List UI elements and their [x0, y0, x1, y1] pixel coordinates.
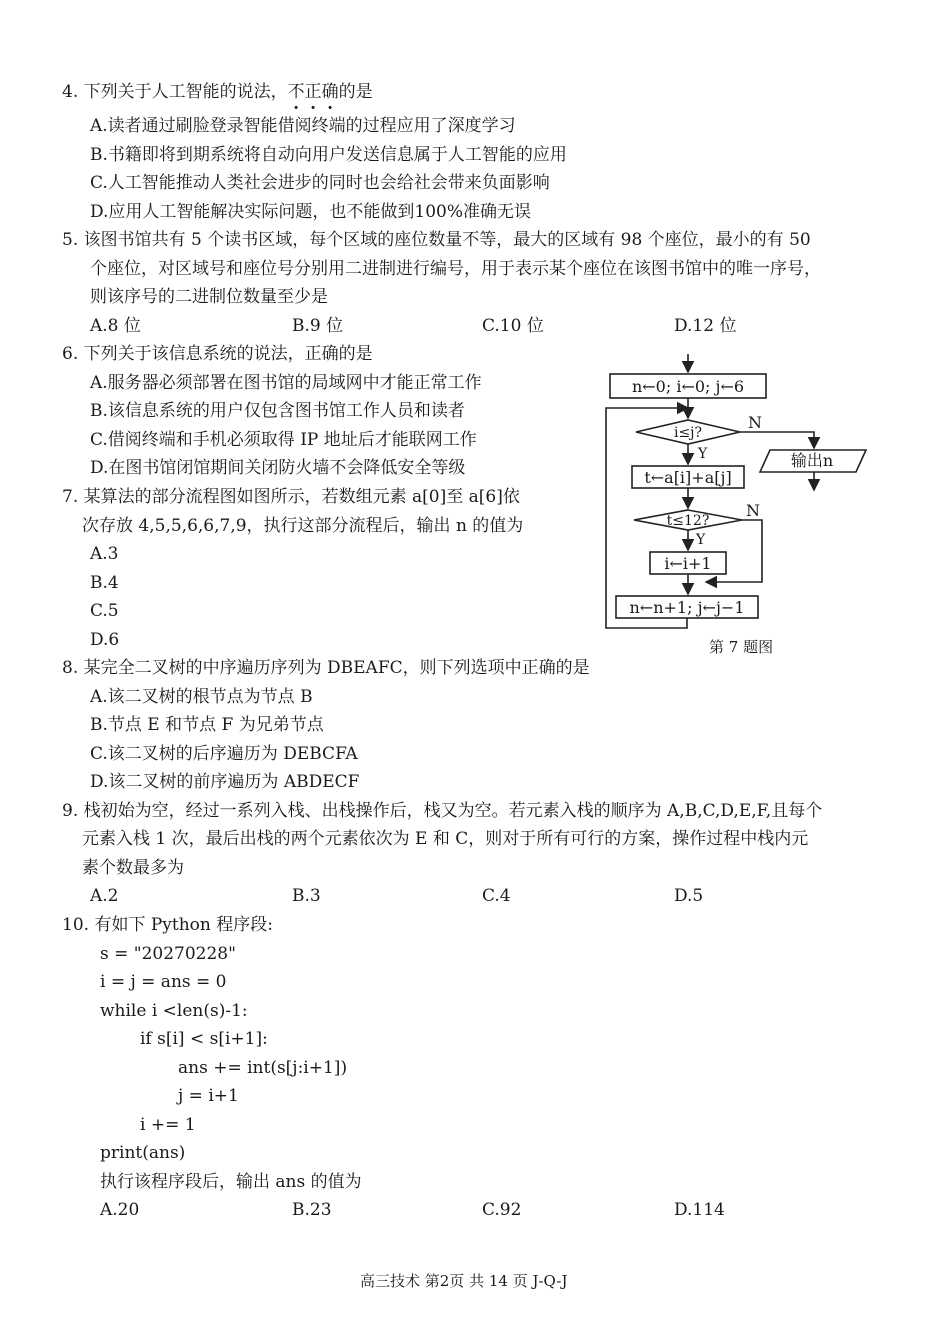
q4-stem-text: 4. 下列关于人工智能的说法， — [62, 82, 288, 102]
q7-line-1: 7. 某算法的部分流程图如图所示，若数组元素 a[0]至 a[6]依 — [62, 487, 520, 507]
q8-option-c: C.该二叉树的后序遍历为 DEBCFA — [90, 744, 358, 764]
q8-option-d: D.该二叉树的前序遍历为 ABDECF — [90, 772, 360, 792]
code-line: s = "20270228" — [100, 944, 236, 964]
no-branch-arrow — [740, 432, 814, 448]
q4-emph-char: 确 — [321, 82, 339, 102]
init-label: n←0; i←0; j←6 — [631, 377, 745, 396]
q6-option-d: D.在图书馆闭馆期间关闭防火墙不会降低安全等级 — [90, 458, 466, 478]
q7-flowchart — [600, 352, 880, 637]
q5-option-b: B.9 位 — [292, 316, 344, 336]
no-branch-arrow — [706, 520, 762, 582]
yes-label: Y — [696, 532, 706, 548]
q8-option-b: B.节点 E 和节点 F 为兄弟节点 — [90, 715, 324, 735]
yes-label: Y — [698, 446, 708, 462]
q10-stem: 10. 有如下 Python 程序段: — [62, 915, 273, 935]
q6-option-c: C.借阅终端和手机必须取得 IP 地址后才能联网工作 — [90, 430, 477, 450]
update-label: n←n+1; j←j−1 — [629, 598, 745, 617]
q7-option-c: C.5 — [90, 601, 119, 621]
page-footer: 高三技术 第2页 共 14 页 J-Q-J — [360, 1272, 568, 1290]
q5-option-a: A.8 位 — [90, 316, 141, 336]
q5-option-d: D.12 位 — [674, 316, 737, 336]
q9-option-c: C.4 — [482, 886, 511, 906]
q8-stem: 8. 某完全二叉树的中序遍历序列为 DBEAFC，则下列选项中正确的是 — [62, 658, 590, 678]
decision-t-le-12-label: t≤12? — [666, 513, 710, 529]
q6-option-b: B.该信息系统的用户仅包含图书馆工作人员和读者 — [90, 401, 465, 421]
q4-stem-end: 的是 — [338, 82, 373, 102]
figure-caption: 第 7 题图 — [709, 638, 774, 656]
q9-line-1: 9. 栈初始为空，经过一系列入栈、出栈操作后，栈又为空。若元素入栈的顺序为 A,B,C,D,E,F,且每个 — [62, 801, 823, 821]
q5-line-2: 个座位，对区域号和座位号分别用二进制进行编号，用于表示某个座位在该图书馆中的唯一序号， — [90, 259, 821, 279]
q5-line-1: 5. 该图书馆共有 5 个读书区域，每个区域的座位数量不等，最大的区域有 98 个座位，最小的有 50 — [62, 230, 811, 250]
code-line: while i <len(s)-1: — [100, 1001, 248, 1021]
q4-emph-char: 不 — [287, 82, 305, 102]
assign-t-label: t←a[i]+a[j] — [644, 468, 732, 487]
q8-option-a: A.该二叉树的根节点为节点 B — [90, 687, 313, 707]
inc-i-label: i←i+1 — [664, 554, 712, 573]
code-line: print(ans) — [100, 1143, 186, 1163]
q7-option-a: A.3 — [90, 544, 119, 564]
q4-emph-char: 正 — [304, 82, 322, 102]
output-label: 输出n — [790, 451, 834, 470]
q4-option-c: C.人工智能推动人类社会进步的同时也会给社会带来负面影响 — [90, 173, 550, 193]
q7-option-b: B.4 — [90, 573, 119, 593]
q9-line-2: 元素入栈 1 次，最后出栈的两个元素依次为 E 和 C，则对于所有可行的方案，操作过程中栈内元 — [82, 829, 809, 849]
decision-i-le-j-label: i≤j? — [673, 425, 703, 441]
q4-option-d: D.应用人工智能解决实际问题，也不能做到100%准确无误 — [90, 202, 532, 222]
q10-option-d: D.114 — [674, 1200, 725, 1220]
code-line: i += 1 — [140, 1115, 196, 1135]
q7-option-d: D.6 — [90, 630, 120, 650]
no-label: N — [746, 501, 760, 520]
q4-option-a: A.读者通过刷脸登录智能借阅终端的过程应用了深度学习 — [90, 116, 516, 136]
no-label: N — [748, 413, 762, 432]
q9-line-3: 素个数最多为 — [82, 858, 184, 878]
code-line: i = j = ans = 0 — [100, 972, 227, 992]
q9-option-b: B.3 — [292, 886, 321, 906]
q9-option-a: A.2 — [90, 886, 119, 906]
code-line: ans += int(s[j:i+1]) — [178, 1058, 348, 1078]
q5-option-c: C.10 位 — [482, 316, 544, 336]
q10-option-b: B.23 — [292, 1200, 332, 1220]
q10-after: 执行该程序段后，输出 ans 的值为 — [100, 1172, 362, 1192]
q4-option-b: B.书籍即将到期系统将自动向用户发送信息属于人工智能的应用 — [90, 145, 567, 165]
code-line: if s[i] < s[i+1]: — [140, 1029, 268, 1049]
q10-option-a: A.20 — [100, 1200, 140, 1220]
q5-line-3: 则该序号的二进制位数量至少是 — [90, 287, 328, 307]
q4-stem — [62, 81, 373, 103]
q6-option-a: A.服务器必须部署在图书馆的局域网中才能正常工作 — [90, 373, 482, 393]
q9-option-d: D.5 — [674, 886, 704, 906]
code-line: j = i+1 — [178, 1086, 239, 1106]
q7-line-2: 次存放 4,5,5,6,6,7,9，执行这部分流程后，输出 n 的值为 — [82, 516, 524, 536]
q6-stem: 6. 下列关于该信息系统的说法，正确的是 — [62, 344, 373, 364]
q10-option-c: C.92 — [482, 1200, 522, 1220]
